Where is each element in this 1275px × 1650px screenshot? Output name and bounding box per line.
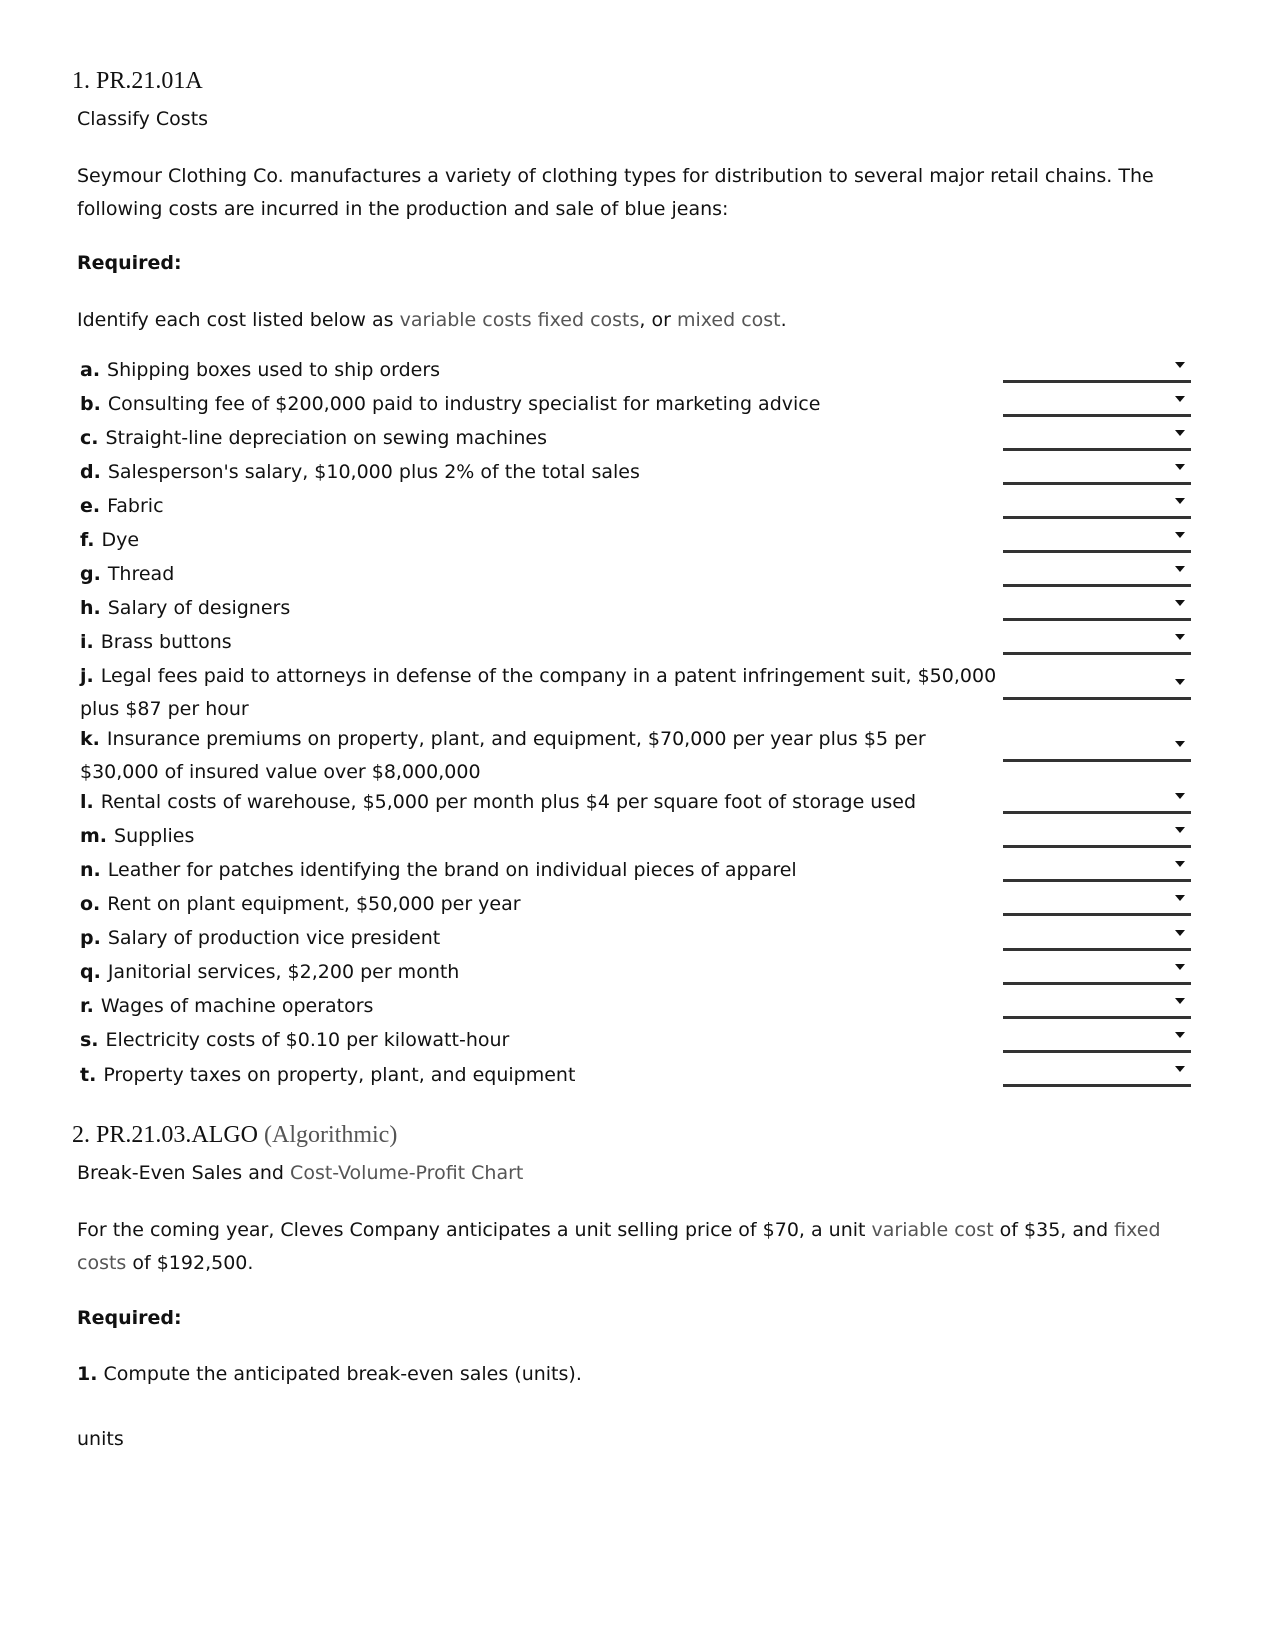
cost-item-letter: c. <box>80 427 99 449</box>
cost-classification-dropdown-k[interactable] <box>1003 737 1191 762</box>
caret-down-icon <box>1175 498 1185 504</box>
cost-item-a <box>80 354 1000 387</box>
cost-item-h <box>80 592 1000 625</box>
caret-down-icon <box>1175 1066 1185 1072</box>
cost-item-t <box>80 1059 1000 1092</box>
caret-down-icon <box>1175 861 1185 867</box>
cost-item-n <box>80 854 1000 887</box>
cost-classification-dropdown-s[interactable] <box>1003 1028 1191 1053</box>
cost-item-letter: g. <box>80 563 101 585</box>
cost-classification-dropdown-a[interactable] <box>1003 358 1191 383</box>
cost-item-l <box>80 786 1000 819</box>
caret-down-icon <box>1175 430 1185 436</box>
term-fixed-costs[interactable]: fixed costs <box>537 309 640 331</box>
cost-item-letter: m. <box>80 825 108 847</box>
cost-item-c <box>80 422 1000 455</box>
cost-item-text: Shipping boxes used to ship orders <box>107 359 441 381</box>
cost-item-text: Electricity costs of $0.10 per kilowatt-hour <box>105 1029 510 1051</box>
question-1-instruction <box>77 304 787 337</box>
caret-down-icon <box>1175 396 1185 402</box>
cost-item-letter: f. <box>80 529 95 551</box>
caret-down-icon <box>1175 566 1185 572</box>
cost-item-q <box>80 956 1000 989</box>
term-fixed-costs-2[interactable]: fixed costs <box>77 1219 1161 1274</box>
cost-classification-dropdown-i[interactable] <box>1003 630 1191 655</box>
cost-classification-dropdown-j[interactable] <box>1003 675 1191 700</box>
cost-item-text: Straight-line depreciation on sewing machines <box>105 427 547 449</box>
cost-classification-dropdown-l[interactable] <box>1003 789 1191 814</box>
caret-down-icon <box>1175 793 1185 799</box>
cost-item-m <box>80 820 1000 853</box>
cost-item-letter: o. <box>80 893 101 915</box>
instruction-text: Identify each cost listed below as <box>77 309 400 331</box>
cost-item-letter: p. <box>80 927 101 949</box>
cost-item-letter: l. <box>80 791 94 813</box>
caret-down-icon <box>1175 634 1185 640</box>
question-2-intro <box>77 1214 1177 1280</box>
caret-down-icon <box>1175 464 1185 470</box>
cost-classification-dropdown-o[interactable] <box>1003 891 1191 916</box>
cost-item-text: Legal fees paid to attorneys in defense of the company in a patent infringement suit, $50,000 plus $87 per hour <box>80 665 997 720</box>
cost-item-text: Janitorial services, $2,200 per month <box>107 961 460 983</box>
caret-down-icon <box>1175 998 1185 1004</box>
cost-item-text: Rental costs of warehouse, $5,000 per month plus $4 per square foot of storage used <box>100 791 916 813</box>
cost-item-r <box>80 990 1000 1023</box>
cost-item-f <box>80 524 1000 557</box>
cost-item-b <box>80 388 1000 421</box>
question-2-required-label: Required: <box>77 1307 182 1329</box>
cost-item-letter: b. <box>80 393 101 415</box>
task-text: Compute the anticipated break-even sales (units). <box>103 1363 582 1385</box>
instruction-text-mid: , or <box>639 309 677 331</box>
cost-classification-dropdown-m[interactable] <box>1003 823 1191 848</box>
cost-item-letter: h. <box>80 597 101 619</box>
question-2-subtitle <box>77 1157 523 1190</box>
cost-classification-dropdown-c[interactable] <box>1003 426 1191 451</box>
term-variable-cost[interactable]: variable cost <box>871 1219 994 1241</box>
question-2-algorithmic-tag: (Algorithmic) <box>264 1122 398 1148</box>
cost-item-letter: e. <box>80 495 101 517</box>
cost-item-j <box>80 660 1000 726</box>
cost-item-text: Consulting fee of $200,000 paid to industry specialist for marketing advice <box>107 393 821 415</box>
cost-item-text: Salary of production vice president <box>107 927 441 949</box>
cost-item-letter: t. <box>80 1064 97 1086</box>
cost-classification-dropdown-t[interactable] <box>1003 1062 1191 1087</box>
cost-classification-dropdown-d[interactable] <box>1003 460 1191 485</box>
question-1-title: 1. PR.21.01A <box>72 68 203 94</box>
question-1-subtitle: Classify Costs <box>77 108 209 130</box>
caret-down-icon <box>1175 362 1185 368</box>
cost-item-text: Salary of designers <box>107 597 291 619</box>
cost-classification-dropdown-r[interactable] <box>1003 994 1191 1019</box>
cost-item-letter: i. <box>80 631 94 653</box>
cost-item-text: Thread <box>107 563 175 585</box>
cost-item-letter: q. <box>80 961 101 983</box>
question-2-intro-text-3: of $192,500. <box>126 1252 254 1274</box>
cost-item-text: Leather for patches identifying the brand on individual pieces of apparel <box>107 859 797 881</box>
cost-classification-dropdown-b[interactable] <box>1003 392 1191 417</box>
caret-down-icon <box>1175 679 1185 685</box>
caret-down-icon <box>1175 827 1185 833</box>
cost-item-text: Brass buttons <box>100 631 232 653</box>
caret-down-icon <box>1175 964 1185 970</box>
cost-item-letter: a. <box>80 359 101 381</box>
cost-classification-dropdown-p[interactable] <box>1003 926 1191 951</box>
cost-classification-dropdown-h[interactable] <box>1003 596 1191 621</box>
question-1-intro: Seymour Clothing Co. manufactures a variety of clothing types for distribution to several major retail chains. The following costs are incurred in the production and sale of blue jeans: <box>77 165 1154 220</box>
cost-item-letter: k. <box>80 728 100 750</box>
cost-item-text: Fabric <box>107 495 164 517</box>
cost-classification-dropdown-e[interactable] <box>1003 494 1191 519</box>
question-1-required-label: Required: <box>77 252 182 274</box>
task-number: 1. <box>77 1363 98 1385</box>
question-2-intro-text-2: of $35, and <box>993 1219 1115 1241</box>
cost-classification-dropdown-f[interactable] <box>1003 528 1191 553</box>
cost-item-text: Insurance premiums on property, plant, and equipment, $70,000 per year plus $5 per $30,000 of insured value over $8,000,000 <box>80 728 926 783</box>
caret-down-icon <box>1175 600 1185 606</box>
term-cvp-chart[interactable]: Cost-Volume-Profit Chart <box>290 1162 524 1184</box>
cost-item-letter: d. <box>80 461 101 483</box>
caret-down-icon <box>1175 895 1185 901</box>
cost-item-text: Supplies <box>114 825 195 847</box>
cost-item-text: Wages of machine operators <box>100 995 374 1017</box>
cost-item-k <box>80 723 1000 789</box>
caret-down-icon <box>1175 930 1185 936</box>
instruction-text-end: . <box>780 309 787 331</box>
question-2-intro-text-1: For the coming year, Cleves Company anticipates a unit selling price of $70, a unit <box>77 1219 872 1241</box>
caret-down-icon <box>1175 741 1185 747</box>
cost-item-d <box>80 456 1000 489</box>
term-mixed-cost[interactable]: mixed cost <box>676 309 781 331</box>
cost-item-letter: r. <box>80 995 94 1017</box>
cost-item-text: Property taxes on property, plant, and equipment <box>103 1064 576 1086</box>
cost-item-text: Rent on plant equipment, $50,000 per year <box>107 893 521 915</box>
cost-item-o <box>80 888 1000 921</box>
cost-item-i <box>80 626 1000 659</box>
cost-item-text: Dye <box>101 529 140 551</box>
question-2-subtitle-text: Break-Even Sales and <box>77 1162 291 1184</box>
caret-down-icon <box>1175 1032 1185 1038</box>
question-2-title-text: 2. PR.21.03.ALGO <box>72 1122 259 1148</box>
cost-item-p <box>80 922 1000 955</box>
cost-item-letter: s. <box>80 1029 99 1051</box>
question-2-title <box>72 1122 397 1149</box>
caret-down-icon <box>1175 532 1185 538</box>
term-variable-costs[interactable]: variable costs <box>399 309 532 331</box>
cost-item-g <box>80 558 1000 591</box>
cost-item-text: Salesperson's salary, $10,000 plus 2% of the total sales <box>107 461 640 483</box>
cost-classification-dropdown-n[interactable] <box>1003 857 1191 882</box>
cost-classification-dropdown-g[interactable] <box>1003 562 1191 587</box>
cost-item-letter: j. <box>80 665 94 687</box>
units-label: units <box>77 1428 124 1450</box>
cost-item-e <box>80 490 1000 523</box>
cost-item-s <box>80 1024 1000 1057</box>
cost-item-letter: n. <box>80 859 101 881</box>
break-even-answer-row <box>77 1423 124 1456</box>
cost-classification-dropdown-q[interactable] <box>1003 960 1191 985</box>
question-2-task <box>77 1358 582 1391</box>
